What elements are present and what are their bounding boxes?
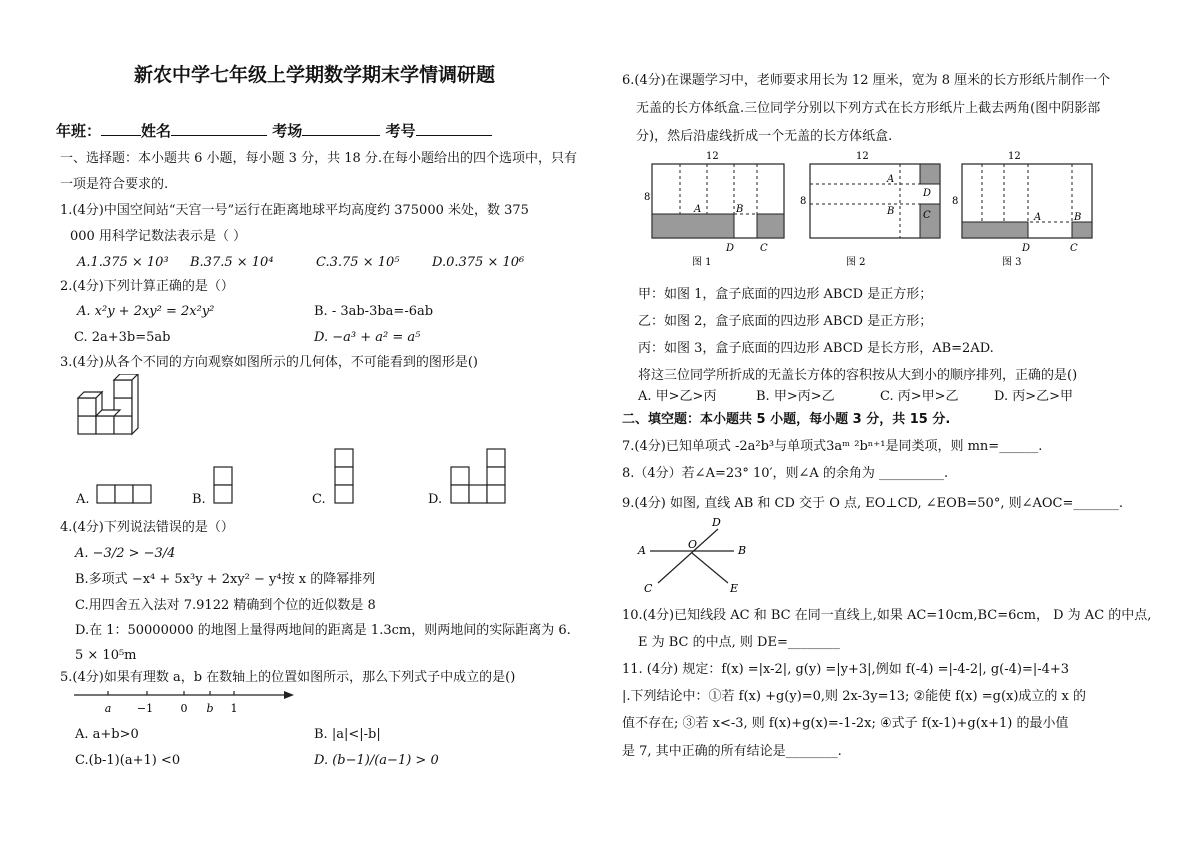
- fig3-caption: 图 3: [1002, 257, 1022, 268]
- class-blank: [101, 120, 141, 136]
- svg-text:A: A: [1034, 212, 1042, 223]
- fig2-height-label: 8: [800, 196, 807, 207]
- fig2-caption: 图 2: [846, 257, 866, 268]
- q6-jia: 甲：如图 1，盒子底面的四边形 ABCD 是正方形；: [638, 287, 933, 302]
- svg-text:C: C: [923, 210, 931, 221]
- q7: 7.(4分)已知单项式 -2a²b³与单项式3aᵐ ²bⁿ⁺¹是同类项，则 mn=______.: [622, 439, 1043, 454]
- q2-option-c: C. 2a+3b=5ab: [74, 330, 171, 345]
- svg-text:A: A: [887, 174, 895, 185]
- svg-text:B: B: [1074, 212, 1082, 223]
- q6-yi: 乙：如图 2，盒子底面的四边形 ABCD 是正方形；: [638, 314, 933, 329]
- q3-option-b-label: B.: [192, 492, 206, 507]
- exam-header: [56, 120, 492, 140]
- q1-stem-line1: 1.(4分)中国空间站“天宫一号”运行在距离地球平均高度约 375000 米处，数 375: [60, 203, 529, 218]
- q9-label-c: C: [644, 582, 653, 595]
- q4-option-d-line1: D.在 1：50000000 的地图上量得两地间的距离是 1.3cm，则两地间的实际距离为 6.: [75, 623, 571, 638]
- class-label: 年班：: [56, 122, 102, 140]
- q2-option-b: B. - 3ab-3ba=-6ab: [314, 304, 434, 319]
- q1-option-b: B.37.5 × 10⁴: [190, 255, 274, 270]
- q5-option-c: C.(b-1)(a+1) <0: [75, 753, 181, 768]
- q11-line1: 11. (4分) 规定：f(x) =|x-2|, g(y) =|y+3|,例如 f(-4) =|-4-2|, g(-4)=|-4+3: [622, 662, 1070, 677]
- q3-option-a-figure: [96, 484, 156, 506]
- q9-intersecting-lines-figure: [634, 513, 784, 599]
- q11-line2: |.下列结论中：①若 f(x) +g(y)=0,则 2x-3y=13; ②能使 f(x) =g(x)成立的 x 的: [622, 689, 1087, 704]
- q8: 8.（4分）若∠A=23° 10′，则∠A 的余角为 __________.: [622, 466, 949, 481]
- q3-option-b-figure: [213, 466, 237, 506]
- q9-label-b: B: [738, 544, 747, 557]
- svg-text:D: D: [1022, 243, 1031, 254]
- fig3-width-label: 12: [1008, 151, 1021, 162]
- q11-line4: 是 7, 其中正确的所有结论是________.: [622, 744, 842, 759]
- svg-text:D: D: [726, 243, 735, 254]
- q2-option-d: D. −a³ + a² = a⁵: [314, 330, 421, 345]
- q3-solid-figure: [76, 374, 146, 438]
- room-blank: [302, 120, 380, 136]
- q6-option-d: D. 丙>乙>甲: [994, 389, 1074, 404]
- section2-heading: 二、填空题：本小题共 5 小题，每小题 3 分，共 15 分.: [622, 412, 951, 427]
- q6-option-a: A. 甲>乙>丙: [638, 389, 717, 404]
- q4-option-b: B.多项式 −x⁴ + 5x³y + 2xy² − y⁴按 x 的降幂排列: [75, 572, 376, 587]
- q6-figures: [630, 148, 1150, 272]
- axis-label-a: a: [104, 702, 112, 715]
- q1-option-a: A.1.375 × 10³: [77, 255, 169, 270]
- name-label: 姓名: [141, 122, 172, 140]
- q10-line1: 10.(4分)已知线段 AC 和 BC 在同一直线上,如果 AC=10cm,BC=6cm， D 为 AC 的中点,: [622, 608, 1152, 623]
- axis-label-zero: 0: [180, 702, 188, 715]
- q1-option-c: C.3.75 × 10⁵: [316, 255, 400, 270]
- fig1-caption: 图 1: [692, 257, 712, 268]
- axis-label-b: b: [206, 702, 214, 715]
- svg-text:C: C: [1070, 243, 1078, 254]
- section1-line1: 一、选择题：本小题共 6 小题，每小题 3 分，共 18 分.在每小题给出的四个选项中，只有: [60, 151, 578, 166]
- axis-label-one: 1: [230, 702, 238, 715]
- svg-text:A: A: [694, 204, 702, 215]
- q6-stem-line1: 6.(4分)在课题学习中，老师要求用长为 12 厘米，宽为 8 厘米的长方形纸片制作一个: [622, 73, 1111, 88]
- svg-text:C: C: [760, 243, 768, 254]
- q6-figure-2: [800, 151, 940, 268]
- number-label: 考号: [385, 122, 416, 140]
- q3-option-c-figure: [334, 448, 358, 506]
- q6-figure-1: [644, 151, 784, 268]
- q9-label-o: O: [688, 538, 698, 551]
- fig2-width-label: 12: [856, 151, 869, 162]
- q4-option-c: C.用四舍五入法对 7.9122 精确到个位的近似数是 8: [75, 598, 376, 613]
- q6-stem-line3: 分)，然后沿虚线折成一个无盖的长方体纸盒.: [636, 129, 893, 144]
- page-title: 新农中学七年级上学期数学期末学情调研题: [134, 64, 496, 86]
- q6-figure-3: [952, 151, 1092, 268]
- q9: 9.(4分) 如图, 直线 AB 和 CD 交于 O 点, EO⊥CD, ∠EOB=50°, 则∠AOC=_______.: [622, 496, 1123, 511]
- q3-option-c-label: C.: [312, 492, 326, 507]
- q3-option-d-figure: [450, 448, 510, 506]
- q6-question: 将这三位同学所折成的无盖长方体的容积按从大到小的顺序排列，正确的是(): [638, 368, 1078, 383]
- q9-label-e: E: [730, 582, 739, 595]
- svg-text:B: B: [887, 206, 895, 217]
- q9-label-a: A: [638, 544, 646, 557]
- q5-stem: 5.(4分)如果有理数 a，b 在数轴上的位置如图所示，那么下列式子中成立的是(): [60, 670, 516, 685]
- q6-option-b: B. 甲>丙>乙: [756, 389, 835, 404]
- name-blank: [171, 120, 267, 136]
- q1-option-d: D.0.375 × 10⁶: [432, 255, 525, 270]
- q10-line2: E 为 BC 的中点, 则 DE=________: [638, 635, 840, 650]
- q3-option-d-label: D.: [428, 492, 443, 507]
- q3-stem: 3.(4分)从各个不同的方向观察如图所示的几何体，不可能看到的图形是(): [60, 355, 478, 370]
- q2-option-a: A. x²y + 2xy² = 2x²y²: [77, 304, 215, 319]
- q9-label-d: D: [712, 516, 721, 529]
- q6-stem-line2: 无盖的长方体纸盒.三位同学分别以下列方式在长方形纸片上截去两角(图中阴影部: [636, 101, 1101, 116]
- q5-option-b: B. |a|<|-b|: [314, 727, 381, 742]
- q6-bing: 丙：如图 3，盒子底面的四边形 ABCD 是长方形，AB=2AD.: [638, 341, 994, 356]
- svg-text:D: D: [923, 188, 932, 199]
- q5-option-d: D. (b−1)/(a−1) > 0: [314, 753, 439, 768]
- axis-label-minus-one: −1: [136, 702, 154, 715]
- right-column: [600, 0, 1200, 847]
- q2-stem: 2.(4分)下列计算正确的是（）: [60, 279, 234, 294]
- q4-option-d-line2: 5 × 10⁵m: [75, 648, 137, 663]
- q6-option-c: C. 丙>甲>乙: [880, 389, 959, 404]
- fig1-width-label: 12: [706, 151, 719, 162]
- fig1-height-label: 8: [644, 192, 651, 203]
- q3-option-a-label: A.: [76, 492, 90, 507]
- q5-number-line: [72, 686, 302, 716]
- q4-stem: 4.(4分)下列说法错误的是（）: [60, 520, 234, 535]
- section1-line2: 一项是符合要求的.: [60, 177, 169, 192]
- q5-option-a: A. a+b>0: [75, 727, 139, 742]
- room-label: 考场: [272, 122, 303, 140]
- q4-option-a: A. −3/2 > −3/4: [75, 546, 176, 561]
- q11-line3: 值不存在; ③若 x<-3, 则 f(x)+g(x)=-1-2x; ④式子 f(x-1)+g(x+1) 的最小值: [622, 716, 1069, 731]
- fig3-height-label: 8: [952, 196, 959, 207]
- svg-text:B: B: [736, 204, 744, 215]
- number-blank: [416, 120, 492, 136]
- q1-stem-line2: 000 用科学记数法表示是（ ）: [70, 229, 247, 244]
